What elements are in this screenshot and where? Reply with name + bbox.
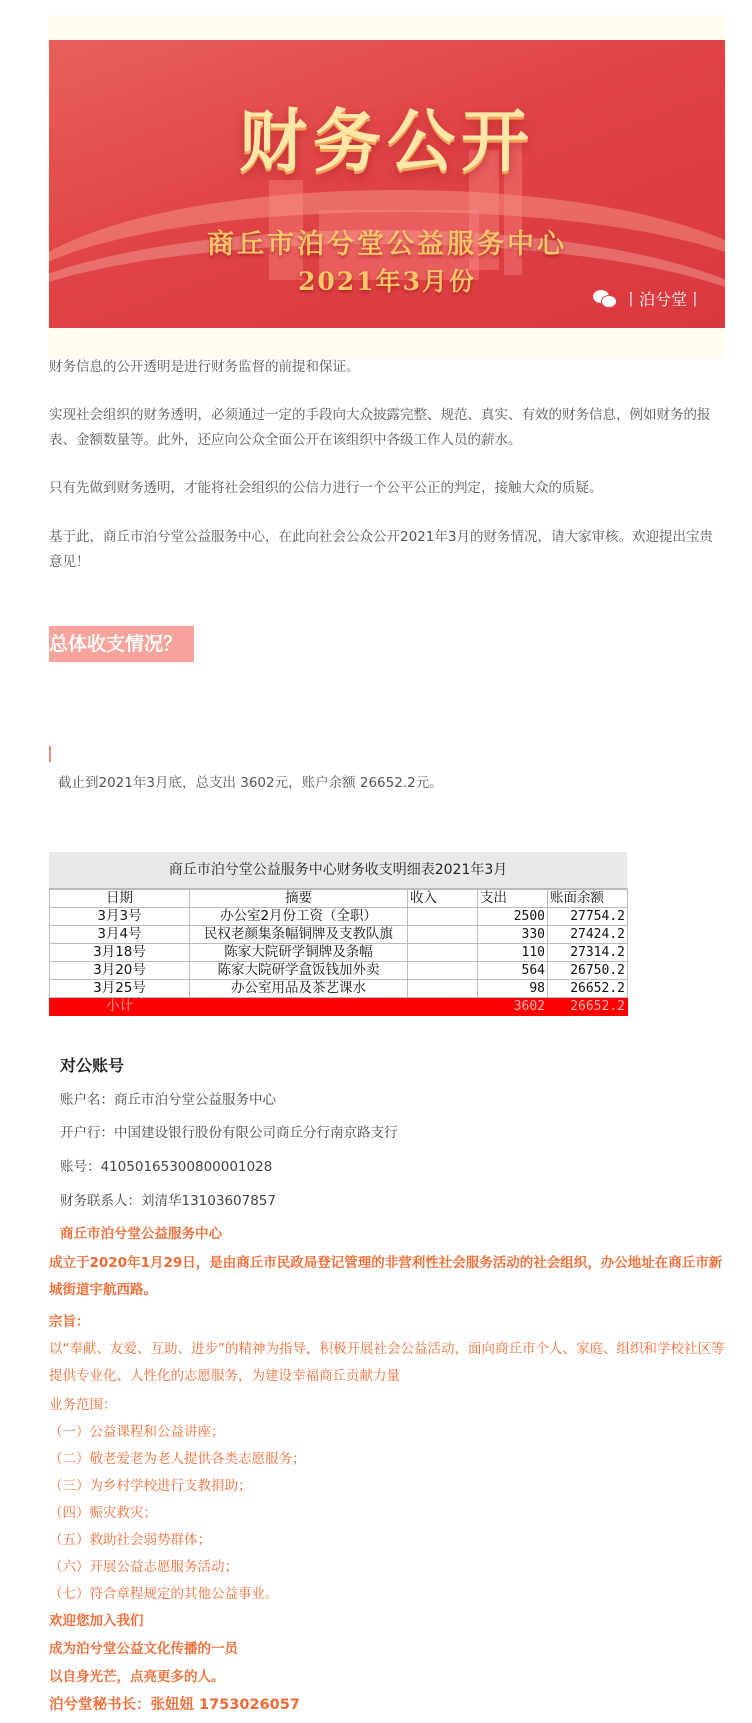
cell-date: 3月3号 xyxy=(50,908,190,926)
join-line-1: 欢迎您加入我们 xyxy=(49,1613,144,1629)
cell-total-expense: 3602 xyxy=(478,998,548,1016)
cell-total-label: 小计 xyxy=(50,998,190,1016)
table-total-row xyxy=(50,998,628,1016)
cell-date: 3月18号 xyxy=(50,944,190,962)
account-bank: 开户行：中国建设银行股份有限公司商丘分行南京路支行 xyxy=(60,1125,398,1141)
intro-paragraph-1: 财务信息的公开透明是进行财务监督的前提和保证。 xyxy=(49,359,360,375)
table-row xyxy=(50,962,628,980)
col-expense: 支出 xyxy=(478,890,548,908)
banner-date: 2021年3月份 xyxy=(298,267,476,296)
cell-expense: 98 xyxy=(478,980,548,998)
cell-expense: 110 xyxy=(478,944,548,962)
join-line-3: 以自身光芒，点亮更多的人。 xyxy=(49,1669,225,1685)
cell-balance: 27314.2 xyxy=(548,944,628,962)
purpose-label: 宗旨： xyxy=(49,1314,90,1330)
scope-item: （一）公益课程和公益讲座； xyxy=(49,1424,225,1440)
scope-item: （五）救助社会弱势群体； xyxy=(49,1532,211,1548)
org-name: 商丘市泊兮堂公益服务中心 xyxy=(60,1226,222,1242)
scope-label: 业务范围： xyxy=(49,1397,117,1413)
account-title: 对公账号 xyxy=(60,1056,125,1075)
org-founded: 成立于2020年1月29日，是由商丘市民政局登记管理的非营利性社会服务活动的社会组织，办公地址在商丘市新城街道宇航西路。 xyxy=(49,1255,723,1298)
cell-total-balance: 26652.2 xyxy=(548,998,628,1016)
scope-item: （四）赈灾救灾； xyxy=(49,1505,157,1521)
scope-item: （三）为乡村学校进行支教捐助； xyxy=(49,1478,252,1494)
cell-date: 3月4号 xyxy=(50,926,190,944)
table-row xyxy=(50,908,628,926)
cell-balance: 27424.2 xyxy=(548,926,628,944)
finance-table xyxy=(49,852,627,1016)
cell-income xyxy=(408,980,478,998)
table-title: 商丘市泊兮堂公益服务中心财务收支明细表2021年3月 xyxy=(49,852,627,889)
intro-paragraph-4: 基于此，商丘市泊兮堂公益服务中心，在此向社会公众公开2021年3月的财务情况，请大家审核。欢迎提出宝贵意见！ xyxy=(49,529,713,570)
account-tag-text: 丨泊兮堂丨 xyxy=(622,290,703,309)
join-line-2: 成为泊兮堂公益文化传播的一员 xyxy=(49,1641,238,1657)
wechat-icon xyxy=(593,290,617,308)
cell-income xyxy=(408,944,478,962)
account-number: 账号：41050165300800001028 xyxy=(60,1159,273,1175)
intro-paragraph-3: 只有先做到财务透明，才能将社会组织的公信力进行一个公平公正的判定，接触大众的质疑。 xyxy=(49,480,603,496)
cell-expense: 2500 xyxy=(478,908,548,926)
cell-desc: 陈家大院研学盒饭钱加外卖 xyxy=(190,962,408,980)
cell-income xyxy=(408,962,478,980)
table-header-row xyxy=(50,890,628,908)
cell-empty xyxy=(190,998,408,1016)
cell-desc: 陈家大院研学铜牌及条幅 xyxy=(190,944,408,962)
table-row xyxy=(50,980,628,998)
account-contact: 财务联系人：刘清华13103607857 xyxy=(60,1193,276,1209)
table-row xyxy=(50,944,628,962)
scope-item: （七）符合章程规定的其他公益事业。 xyxy=(49,1586,279,1602)
col-date: 日期 xyxy=(50,890,190,908)
cell-income xyxy=(408,908,478,926)
wechat-account-tag xyxy=(593,287,703,310)
cell-desc: 办公室用品及茶艺课水 xyxy=(190,980,408,998)
cell-expense: 330 xyxy=(478,926,548,944)
cell-date: 3月20号 xyxy=(50,962,190,980)
banner-image xyxy=(49,40,725,328)
purpose-text: 以“奉献、友爱、互助、进步”的精神为指导，积极开展社会公益活动，面向商丘市个人、家庭、组织和学校社区等提供专业化、人性化的志愿服务，为建设幸福商丘贡献力量 xyxy=(49,1341,725,1384)
cell-balance: 26750.2 xyxy=(548,962,628,980)
scope-item: （六）开展公益志愿服务活动； xyxy=(49,1559,238,1575)
scope-item: （二）敬老爱老为老人提供各类志愿服务； xyxy=(49,1451,306,1467)
divider-mark xyxy=(49,746,51,762)
section-title: 总体收支情况？ xyxy=(49,626,194,662)
table-row xyxy=(50,926,628,944)
summary-text: 截止到2021年3月底，总支出 3602元，账户余额 26652.2元。 xyxy=(58,775,443,791)
banner-title: 财务公开 xyxy=(238,103,535,182)
banner-subtitle: 商丘市泊兮堂公益服务中心 xyxy=(207,229,567,260)
cell-expense: 564 xyxy=(478,962,548,980)
cell-desc: 办公室2月份工资（全职） xyxy=(190,908,408,926)
cell-income xyxy=(408,926,478,944)
cell-date: 3月25号 xyxy=(50,980,190,998)
account-name: 账户名：商丘市泊兮堂公益服务中心 xyxy=(60,1092,276,1108)
col-desc: 摘要 xyxy=(190,890,408,908)
secretary-contact: 泊兮堂秘书长：张妞妞 1753026057 xyxy=(49,1697,300,1713)
cell-empty xyxy=(408,998,478,1016)
intro-paragraph-2: 实现社会组织的财务透明，必须通过一定的手段向大众披露完整、规范、真实、有效的财务信息，例如财务的报表、金额数量等。此外，还应向公众全面公开在该组织中各级工作人员的薪水。 xyxy=(49,407,711,448)
col-balance: 账面余额 xyxy=(548,890,628,908)
col-income: 收入 xyxy=(408,890,478,908)
cell-desc: 民权老颜集条幅铜牌及支教队旗 xyxy=(190,926,408,944)
cell-balance: 26652.2 xyxy=(548,980,628,998)
cell-balance: 27754.2 xyxy=(548,908,628,926)
